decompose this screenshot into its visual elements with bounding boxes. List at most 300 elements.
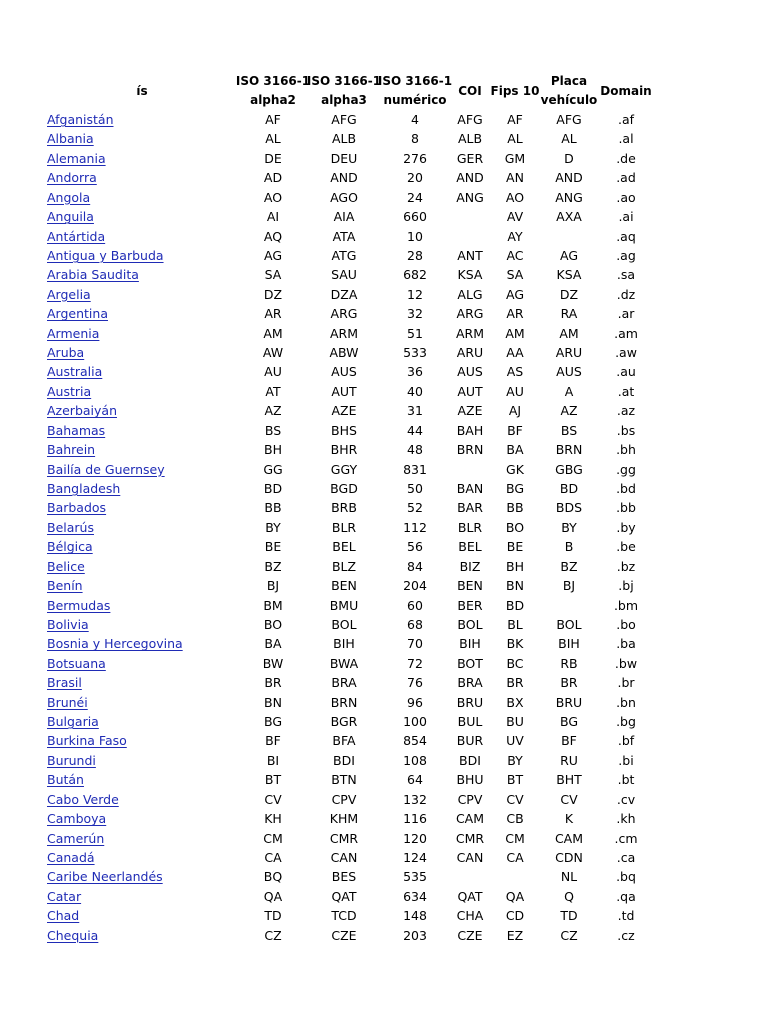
table-row <box>0 421 768 440</box>
table-row <box>0 324 768 343</box>
cell-coi: BRA <box>457 675 483 691</box>
cell-placa: K <box>564 811 574 827</box>
cell-alpha2: BN <box>264 694 282 710</box>
cell-fips: AO <box>505 189 525 205</box>
cell-alpha3: AGO <box>330 189 358 205</box>
table-row <box>0 479 768 498</box>
cell-alpha3: CZE <box>331 927 357 943</box>
column-header-line: alpha2 <box>250 93 296 107</box>
cell-placa: RB <box>560 655 578 671</box>
table-row <box>0 557 768 576</box>
cell-numerico: 276 <box>403 150 427 166</box>
cell-alpha2: BZ <box>264 558 282 574</box>
column-header-line: numérico <box>383 93 447 107</box>
country-link[interactable]: Angola <box>47 189 91 205</box>
cell-domain: .bd <box>616 480 636 496</box>
column-header-numerico <box>379 70 451 112</box>
cell-domain: .cm <box>614 830 638 846</box>
cell-domain: .sa <box>616 267 636 283</box>
country-link[interactable]: Bulgaria <box>47 714 99 730</box>
cell-numerico: 682 <box>403 267 427 283</box>
column-header-pais <box>47 70 237 112</box>
cell-alpha3: TCD <box>331 908 357 924</box>
cell-fips: GK <box>506 461 524 477</box>
cell-domain: .az <box>616 403 636 419</box>
country-link[interactable]: Caribe Neerlandés <box>47 869 163 885</box>
cell-fips: BB <box>506 500 524 516</box>
cell-fips: BR <box>506 675 524 691</box>
table-row <box>0 770 768 789</box>
country-link[interactable]: Brasil <box>47 675 82 691</box>
table-row <box>0 887 768 906</box>
country-link[interactable]: Bailía de Guernsey <box>47 461 165 477</box>
cell-numerico: 44 <box>407 422 423 438</box>
cell-placa: CDN <box>555 849 583 865</box>
cell-alpha2: AG <box>263 247 283 263</box>
cell-fips: EZ <box>506 927 524 943</box>
cell-alpha3: DEU <box>330 150 358 166</box>
table-row <box>0 615 768 634</box>
cell-placa: GBG <box>555 461 583 477</box>
cell-alpha3: ALB <box>331 131 357 147</box>
cell-alpha2: BS <box>264 422 282 438</box>
cell-coi: BIH <box>459 636 481 652</box>
cell-domain: .ag <box>616 247 636 263</box>
country-link[interactable]: Camboya <box>47 811 107 827</box>
cell-placa: CAM <box>554 830 584 846</box>
cell-alpha2: TD <box>264 908 282 924</box>
cell-numerico: 108 <box>403 752 427 768</box>
cell-coi: BDI <box>459 752 481 768</box>
cell-fips: CM <box>505 830 525 846</box>
table-row <box>0 285 768 304</box>
cell-numerico: 20 <box>407 170 423 186</box>
country-link[interactable]: Botsuana <box>47 655 106 671</box>
table-row <box>0 149 768 168</box>
country-link[interactable]: Canadá <box>47 849 95 865</box>
cell-numerico: 56 <box>407 539 423 555</box>
cell-placa: BHT <box>556 772 582 788</box>
cell-domain: .bt <box>617 772 635 788</box>
cell-coi: BUL <box>457 714 483 730</box>
column-header-line: Domain <box>600 83 652 98</box>
cell-placa: AZ <box>560 403 578 419</box>
country-link[interactable]: Bahrein <box>47 442 96 458</box>
cell-coi: AUS <box>457 364 483 380</box>
cell-numerico: 204 <box>403 578 427 594</box>
cell-domain: .aq <box>616 228 636 244</box>
country-link[interactable]: Bangladesh <box>47 480 121 496</box>
cell-alpha2: AD <box>263 170 283 186</box>
cell-placa: BIH <box>558 636 580 652</box>
cell-coi: BEL <box>458 539 482 555</box>
cell-placa: BJ <box>562 578 576 594</box>
cell-fips: AG <box>505 286 525 302</box>
cell-domain: .af <box>617 112 635 127</box>
country-link[interactable]: Burkina Faso <box>47 733 127 749</box>
cell-alpha2: BF <box>265 733 281 749</box>
column-header-line: ís <box>136 83 148 98</box>
cell-placa: AUS <box>556 364 582 380</box>
cell-numerico: 116 <box>403 811 427 827</box>
cell-alpha3: SAU <box>331 267 357 283</box>
country-link[interactable]: Alemania <box>47 150 106 166</box>
table-row <box>0 693 768 712</box>
cell-fips: AU <box>506 383 524 399</box>
column-header-line: ISO 3166-1 <box>306 74 382 88</box>
cell-numerico: 40 <box>407 383 423 399</box>
table-row <box>0 440 768 459</box>
cell-alpha2: CZ <box>264 927 282 943</box>
country-link[interactable]: Albania <box>47 131 94 147</box>
country-link[interactable]: Antártida <box>47 228 106 244</box>
table-row <box>0 362 768 381</box>
cell-domain: .cv <box>616 791 636 807</box>
cell-numerico: 124 <box>403 849 427 865</box>
country-link[interactable]: Brunéi <box>47 694 88 710</box>
country-link[interactable]: Afganistán <box>47 112 114 127</box>
cell-coi: ARU <box>456 345 484 361</box>
cell-placa <box>539 596 599 615</box>
cell-alpha3: ATA <box>332 228 356 244</box>
country-link[interactable]: Bélgica <box>47 539 93 555</box>
country-link[interactable]: Barbados <box>47 500 107 516</box>
cell-fips: AN <box>506 170 524 186</box>
table-row <box>0 906 768 925</box>
cell-alpha3: AIA <box>333 209 355 225</box>
table-row <box>0 188 768 207</box>
table-row <box>0 498 768 517</box>
cell-placa: ANG <box>555 189 583 205</box>
cell-fips <box>490 867 540 886</box>
cell-domain: .bh <box>616 442 636 458</box>
cell-numerico: 32 <box>407 306 423 322</box>
cell-alpha3: BHR <box>330 442 358 458</box>
cell-alpha3: BRB <box>331 500 357 516</box>
cell-numerico: 64 <box>407 772 423 788</box>
table-row <box>0 867 768 886</box>
table-row <box>0 518 768 537</box>
cell-alpha3: AUT <box>331 383 357 399</box>
cell-alpha2: BA <box>264 636 282 652</box>
country-link[interactable]: Australia <box>47 364 103 380</box>
cell-placa: TD <box>560 908 578 924</box>
table-row <box>0 343 768 362</box>
cell-alpha3: DZA <box>330 286 358 302</box>
cell-alpha3: BRN <box>330 694 358 710</box>
cell-domain: .bw <box>614 655 638 671</box>
cell-domain: .ar <box>617 306 635 322</box>
cell-coi <box>445 867 495 886</box>
cell-numerico: 12 <box>407 286 423 302</box>
cell-alpha3: BRA <box>331 675 357 691</box>
country-link[interactable]: Bahamas <box>47 422 106 438</box>
cell-domain: .br <box>617 675 635 691</box>
cell-coi: CZE <box>457 927 483 943</box>
cell-placa: AXA <box>556 209 582 225</box>
cell-alpha3: BTN <box>331 772 357 788</box>
column-header-line: ISO 3166-1 <box>377 74 453 88</box>
country-link[interactable]: Argentina <box>47 306 108 322</box>
cell-placa: BS <box>560 422 578 438</box>
table-row <box>0 751 768 770</box>
cell-alpha2: AZ <box>264 403 282 419</box>
cell-alpha2: QA <box>263 888 283 904</box>
cell-alpha2: CA <box>264 849 282 865</box>
cell-domain: .bf <box>617 733 635 749</box>
cell-coi: AUT <box>457 383 483 399</box>
country-link[interactable]: Argelia <box>47 286 91 302</box>
cell-alpha2: BW <box>262 655 284 671</box>
cell-alpha2: AO <box>263 189 283 205</box>
cell-coi: BAR <box>457 500 483 516</box>
cell-domain: .dz <box>616 286 636 302</box>
cell-alpha2: BM <box>263 597 283 613</box>
column-header-line: Fips 10 <box>490 83 540 98</box>
country-link[interactable]: Chequia <box>47 927 99 943</box>
cell-placa: A <box>564 383 574 399</box>
cell-alpha3: CAN <box>330 849 358 865</box>
cell-coi: BOT <box>457 655 483 671</box>
cell-fips: BX <box>506 694 524 710</box>
table-row <box>0 207 768 226</box>
cell-placa: BR <box>560 675 578 691</box>
country-link[interactable]: Bosnia y Hercegovina <box>47 636 183 652</box>
cell-alpha2: BT <box>264 772 282 788</box>
column-header-coi <box>445 70 495 112</box>
cell-domain: .ad <box>616 170 636 186</box>
cell-placa: AFG <box>556 112 582 127</box>
country-link[interactable]: Catar <box>47 888 82 904</box>
cell-domain: .cz <box>617 927 635 943</box>
cell-fips: BA <box>506 442 524 458</box>
table-row <box>0 460 768 479</box>
cell-numerico: 148 <box>403 908 427 924</box>
cell-domain: .ao <box>616 189 636 205</box>
cell-alpha3: AZE <box>331 403 357 419</box>
country-link[interactable]: Chad <box>47 908 80 924</box>
cell-fips: BH <box>506 558 524 574</box>
cell-numerico: 24 <box>407 189 423 205</box>
cell-domain: .am <box>614 325 638 341</box>
cell-coi <box>445 227 495 246</box>
cell-numerico: 100 <box>403 714 427 730</box>
cell-alpha2: AL <box>265 131 281 147</box>
cell-numerico: 535 <box>403 869 427 885</box>
cell-numerico: 36 <box>407 364 423 380</box>
cell-coi: BOL <box>457 616 483 632</box>
cell-fips: AM <box>505 325 525 341</box>
cell-alpha3: BFA <box>332 733 356 749</box>
country-link[interactable]: Andorra <box>47 170 97 186</box>
cell-placa: CZ <box>560 927 578 943</box>
country-link[interactable]: Aruba <box>47 345 85 361</box>
cell-alpha3: BES <box>331 869 357 885</box>
cell-placa: NL <box>560 869 578 885</box>
column-header-fips <box>490 70 540 112</box>
cell-coi: CAN <box>456 849 484 865</box>
cell-domain: .bq <box>616 869 636 885</box>
cell-fips: AL <box>507 131 523 147</box>
cell-numerico: 4 <box>411 112 419 127</box>
cell-domain: .al <box>618 131 634 147</box>
country-link[interactable]: Armenia <box>47 325 100 341</box>
cell-alpha2: AR <box>264 306 282 322</box>
country-link[interactable]: Austria <box>47 383 92 399</box>
cell-fips: BO <box>505 519 525 535</box>
table-row <box>0 790 768 809</box>
cell-placa: ARU <box>555 345 583 361</box>
country-link[interactable]: Antigua y Barbuda <box>47 247 164 263</box>
country-link[interactable]: Bután <box>47 772 84 788</box>
cell-alpha2: AU <box>264 364 282 380</box>
cell-numerico: 831 <box>403 461 427 477</box>
table-row <box>0 848 768 867</box>
cell-fips: BU <box>506 714 524 730</box>
table-row <box>0 712 768 731</box>
cell-fips: AJ <box>508 403 522 419</box>
cell-alpha3: BGD <box>330 480 358 496</box>
cell-fips: BN <box>506 578 524 594</box>
cell-fips: BK <box>506 636 524 652</box>
cell-coi: BER <box>457 597 483 613</box>
cell-domain: .kh <box>616 811 636 827</box>
cell-alpha2: BY <box>265 519 281 535</box>
cell-numerico: 28 <box>407 247 423 263</box>
cell-coi: KSA <box>457 267 483 283</box>
cell-domain: .be <box>616 539 636 555</box>
cell-numerico: 84 <box>407 558 423 574</box>
cell-coi: BAN <box>456 480 484 496</box>
cell-domain: .ai <box>618 209 634 225</box>
cell-fips: BY <box>507 752 523 768</box>
table-row <box>0 382 768 401</box>
cell-domain: .bz <box>616 558 636 574</box>
table-row <box>0 246 768 265</box>
cell-coi: CMR <box>455 830 485 846</box>
cell-alpha2: BO <box>263 616 283 632</box>
cell-coi: BUR <box>456 733 484 749</box>
cell-coi: GER <box>456 150 484 166</box>
cell-coi: ALB <box>457 131 483 147</box>
column-header-alpha3 <box>308 70 380 112</box>
country-link[interactable]: Belice <box>47 558 85 574</box>
cell-alpha2: AM <box>263 325 283 341</box>
cell-domain: .by <box>616 519 636 535</box>
cell-fips: QA <box>505 888 525 904</box>
table-row <box>0 110 768 129</box>
cell-alpha2: DE <box>264 150 282 166</box>
cell-placa: Q <box>564 888 574 904</box>
cell-alpha3: BOL <box>331 616 357 632</box>
country-link[interactable]: Burundi <box>47 752 96 768</box>
cell-alpha3: AUS <box>331 364 357 380</box>
country-link[interactable]: Camerún <box>47 830 105 846</box>
cell-fips: GM <box>504 150 526 166</box>
cell-placa: BF <box>561 733 577 749</box>
column-header-line: Placa <box>550 74 588 88</box>
cell-alpha2: AI <box>266 209 280 225</box>
cell-alpha2: BG <box>263 714 283 730</box>
cell-numerico: 60 <box>407 597 423 613</box>
cell-alpha3: QAT <box>331 888 357 904</box>
cell-numerico: 48 <box>407 442 423 458</box>
cell-alpha3: BIH <box>333 636 355 652</box>
cell-numerico: 50 <box>407 480 423 496</box>
cell-coi: ALG <box>457 286 483 302</box>
cell-domain: .ba <box>616 636 636 652</box>
cell-alpha2: GG <box>263 461 283 477</box>
cell-alpha3: BDI <box>333 752 355 768</box>
column-header-domain <box>596 70 656 112</box>
cell-alpha3: CMR <box>329 830 359 846</box>
country-link[interactable]: Arabia Saudita <box>47 267 139 283</box>
cell-fips: BD <box>505 597 525 613</box>
cell-numerico: 70 <box>407 636 423 652</box>
cell-numerico: 52 <box>407 500 423 516</box>
cell-alpha2: BE <box>264 539 282 555</box>
cell-alpha2: BQ <box>263 869 283 885</box>
cell-alpha2: AQ <box>263 228 283 244</box>
cell-numerico: 76 <box>407 675 423 691</box>
cell-alpha2: BD <box>263 480 283 496</box>
cell-fips: BF <box>507 422 523 438</box>
cell-fips: BG <box>505 480 525 496</box>
cell-alpha2: BH <box>264 442 282 458</box>
cell-numerico: 68 <box>407 616 423 632</box>
column-header-alpha2 <box>237 70 309 112</box>
table-row <box>0 731 768 750</box>
cell-coi: AFG <box>457 112 483 127</box>
cell-coi: BRN <box>456 442 484 458</box>
cell-placa: BZ <box>560 558 578 574</box>
cell-numerico: 203 <box>403 927 427 943</box>
table-row <box>0 829 768 848</box>
table-row <box>0 168 768 187</box>
country-link[interactable]: Bermudas <box>47 597 111 613</box>
table-row <box>0 596 768 615</box>
cell-numerico: 854 <box>403 733 427 749</box>
country-link[interactable]: Azerbaiyán <box>47 403 117 419</box>
cell-numerico: 10 <box>407 228 423 244</box>
cell-placa: KSA <box>556 267 582 283</box>
cell-coi: BIZ <box>459 558 481 574</box>
cell-coi: CPV <box>457 791 483 807</box>
cell-numerico: 112 <box>403 519 427 535</box>
cell-coi: BEN <box>457 578 483 594</box>
cell-fips: AA <box>506 345 524 361</box>
cell-placa: AND <box>555 170 583 186</box>
table-row <box>0 537 768 556</box>
table-row <box>0 576 768 595</box>
cell-fips: CA <box>506 849 524 865</box>
country-link[interactable]: Cabo Verde <box>47 791 119 807</box>
cell-alpha3: CPV <box>331 791 357 807</box>
cell-alpha3: GGY <box>330 461 358 477</box>
cell-fips: CD <box>505 908 525 924</box>
country-link[interactable]: Bolivia <box>47 616 89 632</box>
cell-fips: AY <box>507 228 523 244</box>
country-link[interactable]: Belarús <box>47 519 94 535</box>
cell-placa: D <box>564 150 574 166</box>
country-link[interactable]: Benín <box>47 578 83 594</box>
cell-numerico: 72 <box>407 655 423 671</box>
cell-numerico: 634 <box>403 888 427 904</box>
country-link[interactable]: Anguila <box>47 209 94 225</box>
table-row <box>0 129 768 148</box>
cell-numerico: 533 <box>403 345 427 361</box>
cell-alpha2: AF <box>265 112 281 127</box>
